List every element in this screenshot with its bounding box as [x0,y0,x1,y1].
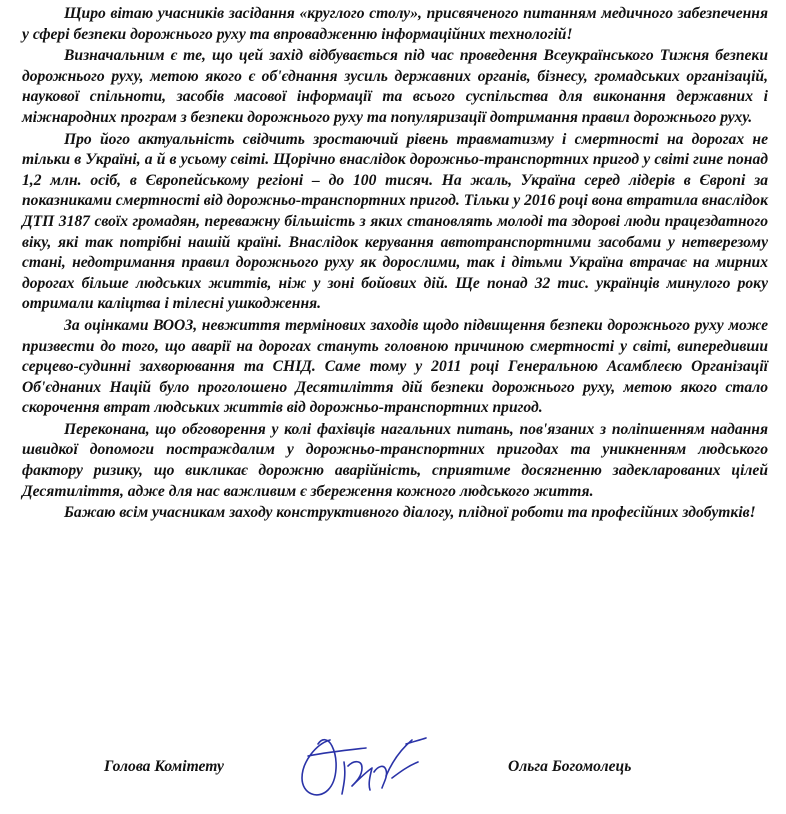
conviction-paragraph: Переконана, що обговорення у колі фахівців нагальних питань, пов'язаних з поліпшенням надання швидкої допомоги постраждалим у дорожньо-транспортних пригодах та уникненням людського фактору ризику, що викликає дорожню аварійність, сприятиме досягненню задекларованих цілей Десятиліття, адже для нас важливим є збереження кожного людського життя. [22,420,768,500]
signer-position: Голова Комітету [104,758,224,775]
wishes-paragraph: Бажаю всім учасникам заходу конструктивного діалогу, плідної роботи та професійних здобутків! [64,504,756,522]
context-paragraph: Визначальним є те, що цей захід відбувається під час проведення Всеукраїнського Тижня безпеки дорожнього руху, метою якого є об'єднання зусиль державних органів, бізнесу, громадських організацій, наукової спільноти, засобів масової інформації та всього суспільства для виконання державних і міжнародних програм з безпеки дорожнього руху та популяризації дотримання правил дорожнього руху. [22,47,768,126]
statistics-paragraph: Про його актуальність свідчить зростаючий рівень травматизму і смертності на дорогах не тільки в Україні, а й в усьому світі. Щорічно внаслідок дорожньо-транспортних пригод у світі гине понад 1,2 млн. осіб, в Європейському регіоні – до 100 тисяч. На жаль, Україна серед лідерів в Європі за показниками смертності від дорожньо-транспортних пригод. Тільки у 2016 році вона втратила внаслідок ДТП 3187 своїх громадян, переважну більшість з яких становлять молоді та здорові люди працездатного віку, які так потрібні нашій країні. Внаслідок керування автотранспортними засобами у нетверезому стані, недотримання правил дорожнього руху як дорослими, так і дітьми Україна втрачає на мирних дорогах більше людських життів, ніж у зоні бойових дій. Ще понад 32 тис. українців минулого року отримали каліцтва і тілесні ушкодження. [22,130,768,313]
greeting-paragraph: Щиро вітаю учасників засідання «круглого столу», присвяченого питанням медичного забезпечення у сфері безпеки дорожнього руху та впровадженню інформаційних технологій! [22,5,768,43]
signature-block [0,744,786,804]
signer-name: Ольга Богомолець [508,758,632,775]
who-paragraph: За оцінками ВООЗ, невжиття термінових заходів щодо підвищення безпеки дорожнього руху може призвести до того, що аварії на дорогах стануть головною причиною смертності у світі, випередивши серцево-судинні захворювання та СНІД. Саме тому у 2011 році Генеральною Асамблеєю Організації Об'єднаних Націй було проголошено Десятиліття дій безпеки дорожнього руху, метою якого стало скорочення втрат людських життів від дорожньо-транспортних пригод. [22,316,768,417]
handwritten-signature [288,732,438,808]
letter-body [22,4,768,525]
